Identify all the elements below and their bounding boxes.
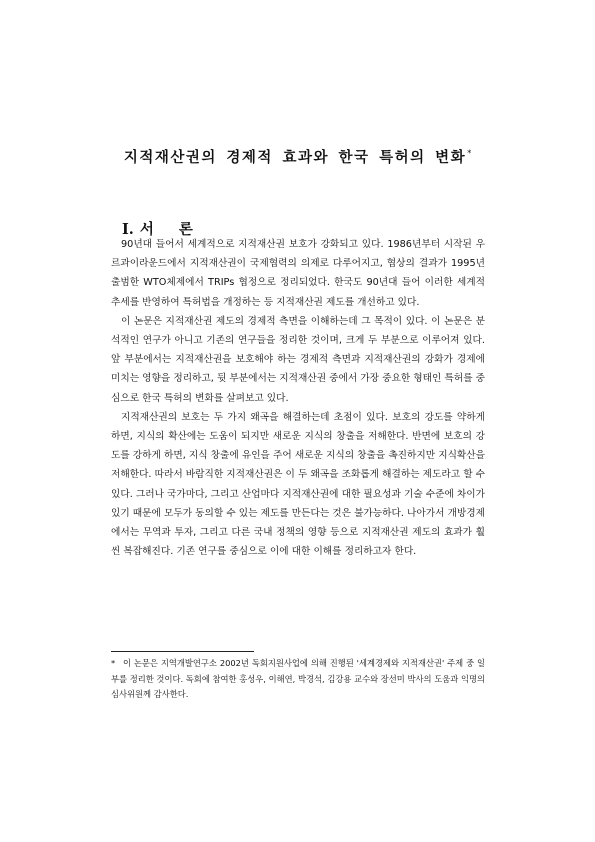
title-text: 지적재산권의 경제적 효과와 한국 특허의 변화 (123, 149, 467, 166)
body-text (111, 235, 485, 561)
title-footnote-marker: * (467, 149, 472, 159)
paper-title (0, 146, 595, 167)
section-number: I. (122, 221, 134, 238)
paragraph: 지적재산권의 보호는 두 가지 왜곡을 해결하는데 초점이 있다. 보호의 강도를 약하게 하면, 지식의 확산에는 도움이 되지만 새로운 지식의 창출을 저해한다. 반면에 보호의 강도를 강하게 하면, 지식 창출에 유인을 주어 새로운 지식의 창출을 촉진하지만 지식확산을 저해한다. 따라서 바람직한 지적재산권은 이 두 왜곡을 조화롭게 해결하는 제도라고 할 수 있다. 그러나 국가마다, 그리고 산업마다 지적재산권에 대한 필요성과 기술 수준에 차이가 있기 때문에 모두가 동의할 수 있는 제도를 만든다는 것은 불가능하다. 나아가서 개방경제에서는 무역과 투자, 그리고 다른 국내 정책의 영향 등으로 지적재산권 제도의 효과가 훨씬 복잡해진다. 기존 연구를 중심으로 이에 대한 이해를 정리하고자 한다. (111, 411, 485, 558)
footnote-text: 이 논문은 지역개발연구소 2002년 독회지원사업에 의해 진행된 '세계경제와 지적재산권' 주제 중 일부를 정리한 것이다. 독회에 참여한 홍성우, 이해연, 박경석, 김강용 교수와 장선미 박사의 도움과 익명의 심사위원께 감사한다. (111, 658, 485, 699)
footnote (111, 656, 485, 703)
footnote-divider (111, 651, 254, 652)
paragraph: 이 논문은 지적재산권 제도의 경제적 측면을 이해하는데 그 목적이 있다. 이 논문은 분석적인 연구가 아니고 기존의 연구들을 정리한 것이며, 크게 두 부분으로 이루어져 있다. 앞 부분에서는 지적재산권을 보호해야 하는 경제적 측면과 지적재산권의 강화가 경제에 미치는 영향을 정리하고, 뒷 부분에서는 지적재산권 중에서 가장 중요한 형태인 특허를 중심으로 한국 특허의 변화를 살펴보고 있다. (111, 315, 485, 404)
section-name: 서 론 (139, 221, 203, 238)
paragraph: 90년대 들어서 세계적으로 지적재산권 보호가 강화되고 있다. 1986년부터 시작된 우르과이라운드에서 지적재산권이 국제협력의 의제로 다루어지고, 협상의 결과가 1995년 출범한 WTO체제에서 TRIPs 협정으로 정리되었다. 한국도 90년대 들어 이러한 세계적 추세를 반영하여 특허법을 개정하는 등 지적재산권 제도를 개선하고 있다. (111, 239, 485, 308)
footnote-marker: * (111, 658, 116, 668)
